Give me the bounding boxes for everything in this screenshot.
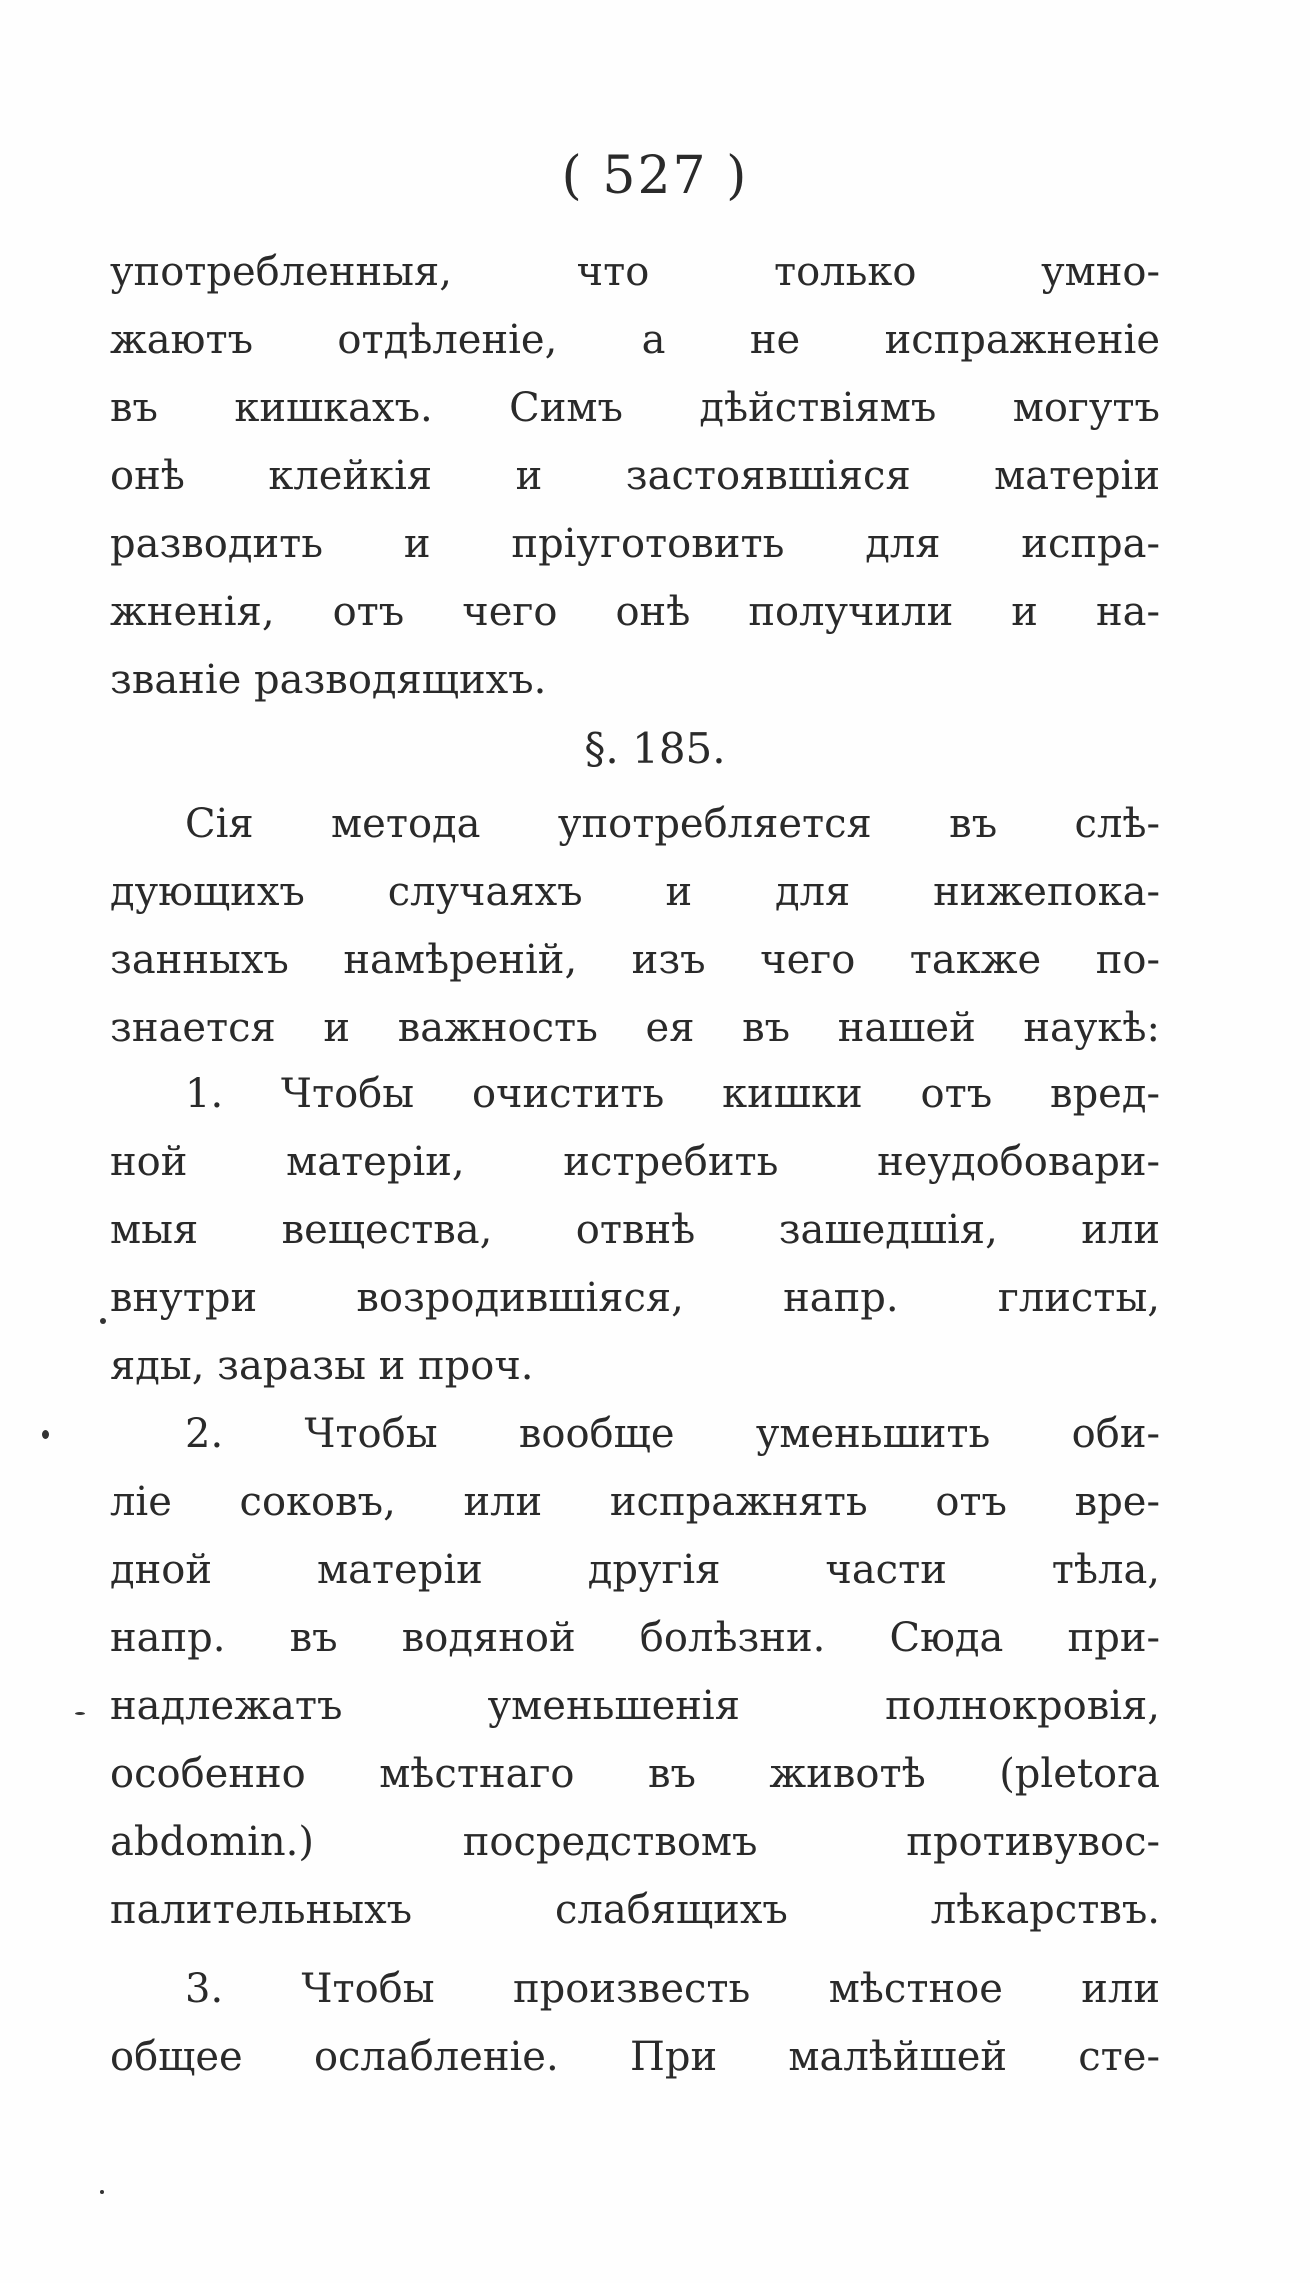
text-line: дной матеріи другія части тѣла, [110,1547,1160,1593]
print-speck [42,1430,49,1439]
text-line: Сія метода употребляется въ слѣ- [185,801,1160,847]
text-line: жаютъ отдѣленіе, а не испражненіе [110,317,1160,363]
text-line: онѣ клейкія и застоявшіяся матеріи [110,453,1160,499]
text-line: ной матеріи, истребить неудобовари- [110,1139,1160,1185]
text-line: жненія, отъ чего онѣ получили и на- [110,589,1160,635]
text-line: знается и важность ея въ нашей наукѣ: [110,1005,1160,1051]
text-line: особенно мѣстнаго въ животѣ (pletora [110,1751,1160,1797]
text-line: 2. Чтобы вообще уменьшить оби- [185,1411,1160,1457]
paragraph-intro [110,790,1160,1062]
page-number-header: ( 527 ) [561,146,749,206]
print-speck [100,2190,104,2194]
text-line: званіе разводящихъ. [110,657,547,703]
text-line: въ кишкахъ. Симъ дѣйствіямъ могутъ [110,385,1160,431]
text-line: напр. въ водяной болѣзни. Сюда при- [110,1615,1160,1661]
list-item-3 [110,1955,1160,2091]
print-speck [75,1712,85,1715]
text-line: внутри возродившіяся, напр. глисты, [110,1275,1160,1321]
text-line: употребленныя, что только умно- [110,249,1160,295]
text-line: занныхъ намѣреній, изъ чего также по- [110,937,1160,983]
text-line: общее ослабленіе. При малѣйшей сте- [110,2034,1160,2080]
list-item-2 [110,1400,1160,1944]
paragraph-continued [110,238,1160,714]
text-line: надлежатъ уменьшенія полнокровія, [110,1683,1160,1729]
text-line: мыя вещества, отвнѣ зашедшія, или [110,1207,1160,1253]
section-heading: §. 185. [584,724,726,773]
text-line: abdomin.) посредствомъ противувос- [110,1819,1160,1865]
text-line: разводить и пріуготовить для испра- [110,521,1160,567]
text-line: яды, заразы и проч. [110,1343,534,1389]
text-line: 1. Чтобы очистить кишки отъ вред- [185,1071,1160,1117]
text-line: дующихъ случаяхъ и для нижепока- [110,869,1160,915]
text-line: ліе соковъ, или испражнять отъ вре- [110,1479,1160,1525]
text-line: палительныхъ слабящихъ лѣкарствъ. [110,1887,1160,1933]
print-speck [100,1318,106,1324]
text-line: 3. Чтобы произвесть мѣстное или [185,1966,1160,2012]
list-item-1 [110,1060,1160,1400]
